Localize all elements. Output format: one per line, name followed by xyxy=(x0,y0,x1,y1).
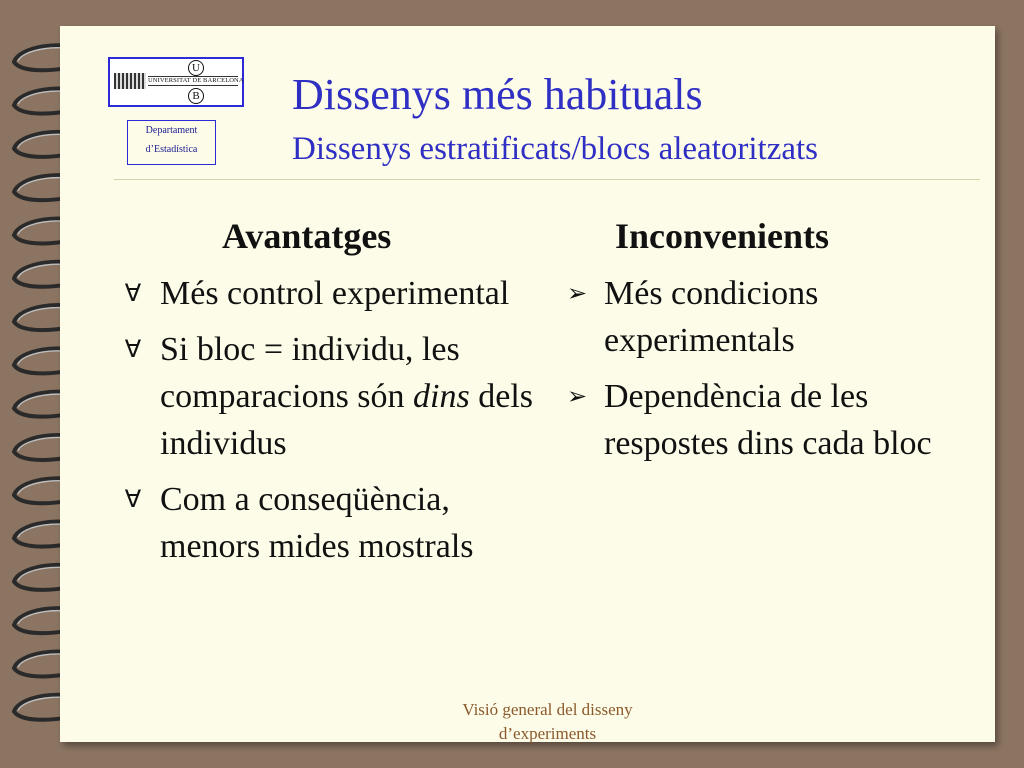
footer-line-1: Visió general del disseny xyxy=(462,700,633,719)
department-line-1: Departament xyxy=(145,125,198,136)
forall-bullet-icon: ∀ xyxy=(124,279,142,307)
disadvantages-list xyxy=(562,270,962,476)
footer-line-2: d’experiments xyxy=(498,724,597,743)
advantages-list xyxy=(118,270,538,579)
list-item: ∀ Com a conseqüència, menors mides mostrals xyxy=(118,476,538,570)
advantages-heading: Avantatges xyxy=(222,216,392,256)
forall-bullet-icon: ∀ xyxy=(124,485,142,513)
building-emblem xyxy=(114,73,146,89)
title-divider xyxy=(114,179,980,180)
university-name: UNIVERSITAT DE BARCELONA xyxy=(148,77,244,84)
department-label xyxy=(127,120,216,165)
list-item: ➢ Dependència de les respostes dins cada bloc xyxy=(562,373,962,467)
emphasis-text: dins xyxy=(413,378,470,415)
slide-footer xyxy=(420,698,675,746)
university-logo xyxy=(108,57,244,107)
forall-bullet-icon: ∀ xyxy=(124,335,142,363)
list-item: ➢ Més condicions experimentals xyxy=(562,270,962,364)
logo-letter-u: U xyxy=(188,60,204,76)
arrow-bullet-icon: ➢ xyxy=(566,279,588,307)
list-item: ∀ Si bloc = individu, les comparacions són dins dels individus xyxy=(118,326,538,467)
slide-title: Dissenys més habituals xyxy=(292,70,703,119)
list-item: ∀ Més control experimental xyxy=(118,270,538,317)
arrow-bullet-icon: ➢ xyxy=(566,382,588,410)
disadvantages-heading: Inconvenients xyxy=(615,216,830,256)
logo-letter-b: B xyxy=(188,88,204,104)
slide-subtitle: Dissenys estratificats/blocs aleatoritzats xyxy=(292,131,819,167)
department-line-2: d’Estadística xyxy=(145,144,198,155)
